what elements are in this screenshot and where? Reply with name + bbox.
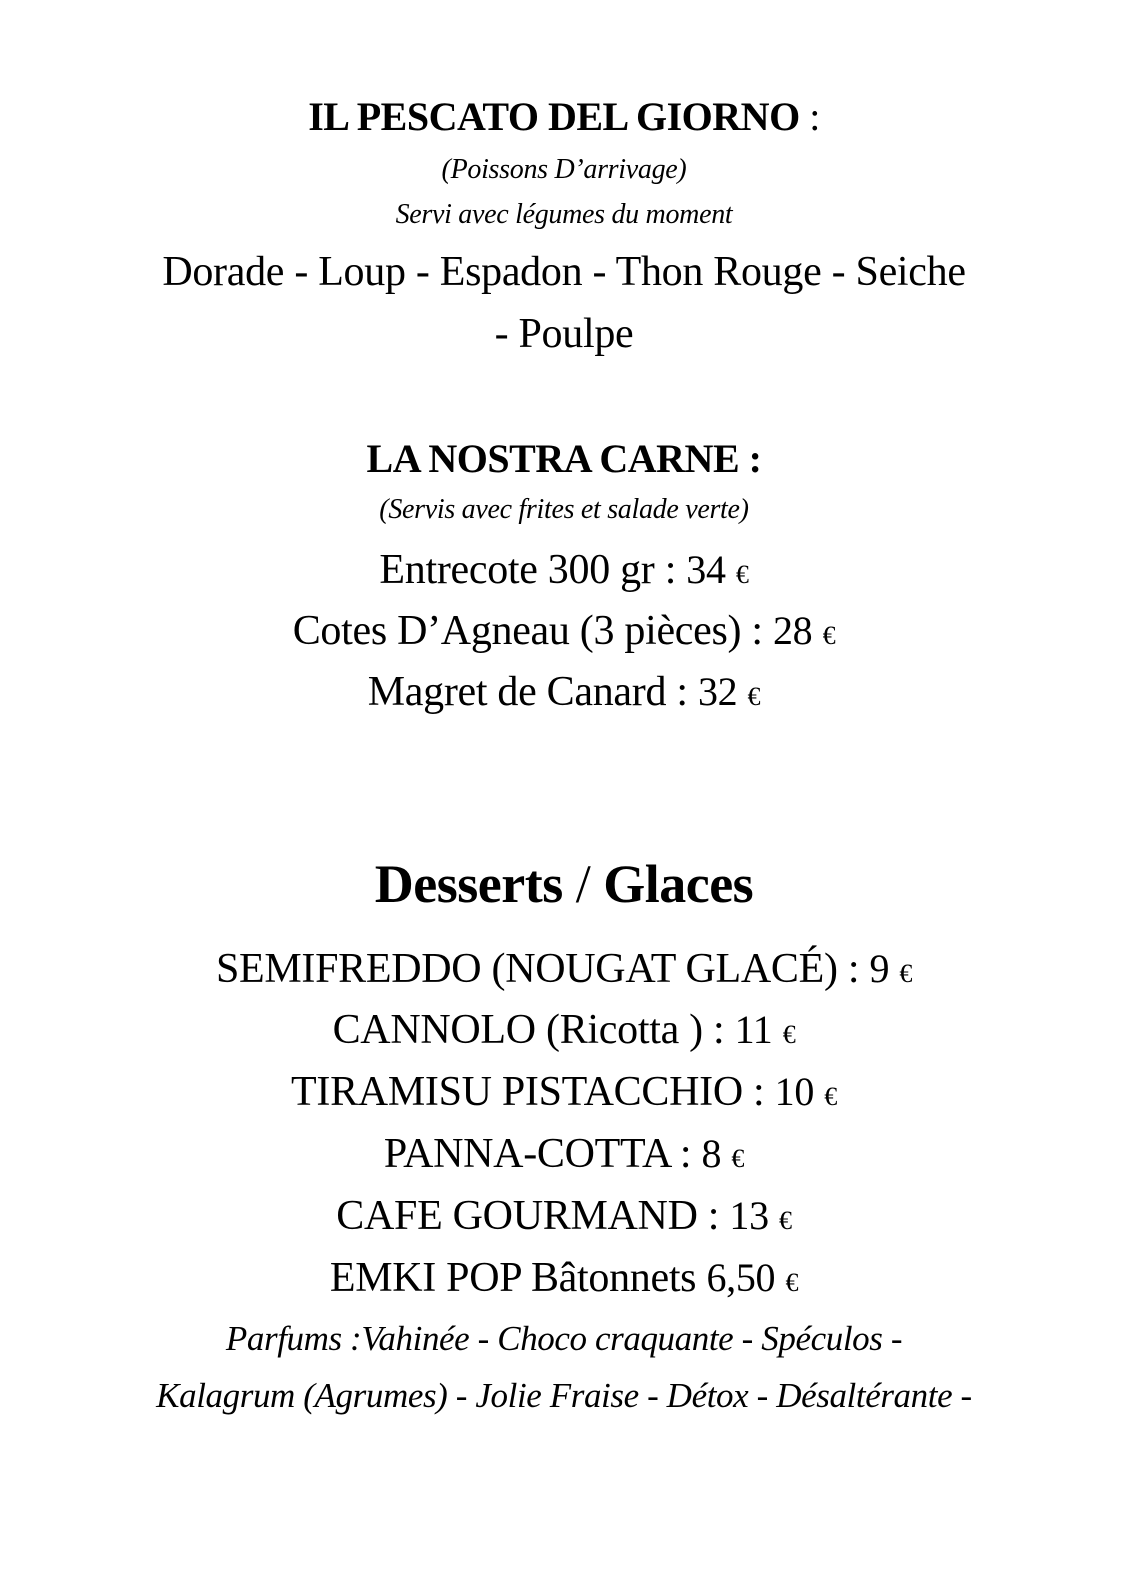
desserts-title-left: Desserts	[374, 854, 563, 914]
euro-symbol: €	[747, 682, 761, 711]
pescato-title-colon: :	[809, 94, 820, 139]
euro-symbol: €	[899, 959, 913, 988]
dessert-item	[0, 1195, 1128, 1237]
euro-symbol: €	[785, 1268, 799, 1297]
desserts-title-right: Glaces	[603, 854, 754, 914]
euro-symbol: €	[824, 1082, 837, 1111]
dessert-item-price: 8	[701, 1131, 722, 1176]
flavours-line-2: Kalagrum (Agrumes) - Jolie Fraise - Détox - Désaltérante -	[156, 1376, 972, 1415]
dessert-item	[0, 1133, 1128, 1175]
dessert-item	[0, 948, 1128, 990]
carne-item-name: Magret de Canard :	[367, 669, 698, 715]
euro-symbol: €	[778, 1206, 792, 1235]
dessert-item-name: SEMIFREDDO (NOUGAT GLACÉ) :	[215, 946, 870, 992]
euro-symbol: €	[822, 621, 836, 650]
pescato-fish-line-2: - Poulpe	[494, 311, 634, 357]
dessert-item-name: CANNOLO (Ricotta ) :	[332, 1007, 735, 1053]
desserts-title-slash: /	[575, 854, 591, 914]
dessert-item-price: 13	[729, 1193, 769, 1238]
dessert-item-price: 9	[869, 946, 890, 991]
pescato-title-text: IL PESCATO DEL GIORNO	[308, 94, 800, 139]
dessert-item	[0, 1071, 1128, 1113]
dessert-item-name: EMKI POP Bâtonnets	[329, 1255, 707, 1301]
dessert-item-name: CAFE GOURMAND :	[336, 1193, 730, 1239]
euro-symbol: €	[735, 560, 749, 589]
dessert-item-name: PANNA-COTTA :	[383, 1131, 702, 1177]
dessert-item-price: 10	[774, 1069, 815, 1114]
euro-symbol: €	[731, 1144, 745, 1173]
carne-title: LA NOSTRA CARNE :	[366, 436, 762, 481]
carne-subtitle: (Servis avec frites et salade verte)	[379, 494, 749, 525]
dessert-item	[0, 1009, 1128, 1051]
dessert-item-price: 11	[734, 1007, 773, 1052]
dessert-item-price: 6,50	[706, 1255, 776, 1300]
carne-item-price: 28	[772, 608, 813, 653]
dessert-item	[0, 1257, 1128, 1299]
pescato-subtitle: (Poissons D’arrivage)	[441, 154, 687, 185]
carne-item-price: 34	[686, 547, 726, 592]
carne-item-name: Entrecote 300 gr :	[379, 547, 687, 593]
pescato-title	[0, 94, 1128, 139]
desserts-title	[0, 854, 1128, 914]
flavours-line-1: Parfums :Vahinée - Choco craquante - Spéculos -	[225, 1319, 903, 1358]
dessert-item-name: TIRAMISU PISTACCHIO :	[291, 1069, 775, 1115]
pescato-fish-line-1: Dorade - Loup - Espadon - Thon Rouge - Seiche	[162, 249, 966, 295]
carne-item-price: 32	[697, 669, 738, 714]
carne-item	[0, 549, 1128, 591]
euro-symbol: €	[782, 1020, 796, 1049]
carne-item	[0, 671, 1128, 713]
carne-item-name: Cotes D’Agneau (3 pièces) :	[292, 608, 773, 654]
pescato-served-with: Servi avec légumes du moment	[395, 199, 733, 230]
carne-item	[0, 610, 1128, 652]
